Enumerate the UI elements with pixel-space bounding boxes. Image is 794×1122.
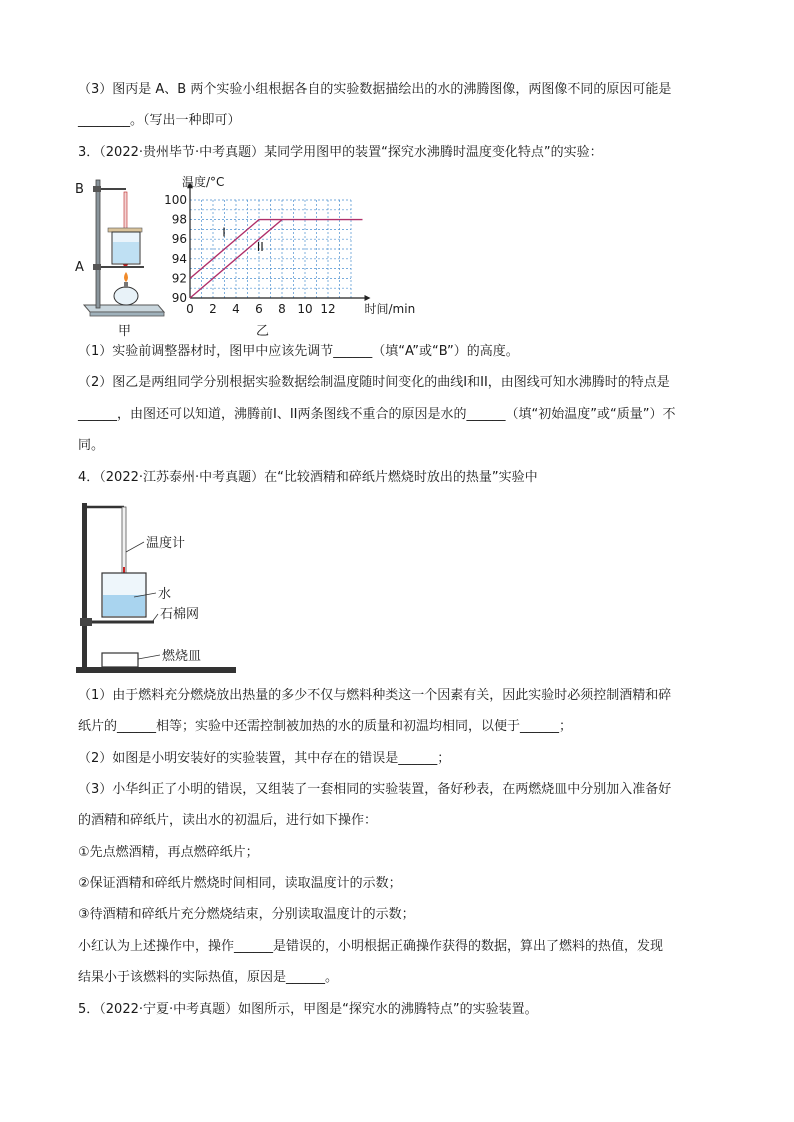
q4-part1-line2: 纸片的______相等；实验中还需控制被加热的水的质量和初温均相同，以便于______； bbox=[78, 719, 573, 734]
y-tick-label: 90 bbox=[171, 291, 187, 305]
q2-part3-line1: （3）图丙是 A、B 两个实验小组根据各自的实验数据描绘出的水的沸腾图像，两图像不同的原因可能是 bbox=[78, 82, 672, 97]
x-tick-label: 0 bbox=[186, 302, 194, 316]
y-tick-label: 100 bbox=[164, 193, 187, 207]
q4-figure bbox=[76, 497, 236, 677]
q4-step2: ②保证酒精和碎纸片燃烧时间相同，读取温度计的示数； bbox=[78, 876, 402, 891]
label-gauze: 石棉网 bbox=[160, 607, 200, 622]
label-a: A bbox=[75, 260, 84, 275]
x-tick-label: 2 bbox=[209, 302, 217, 316]
combustion-apparatus-illustration bbox=[76, 497, 236, 677]
curve-1-label: I bbox=[222, 225, 226, 240]
label-b: B bbox=[75, 182, 84, 197]
q4-part4-line1: 小红认为上述操作中，操作______是错误的，小明根据正确操作获得的数据，算出了燃料的热值，发现 bbox=[78, 939, 664, 954]
q4-part3-line1: （3）小华纠正了小明的错误，又组装了一套相同的实验装置，备好秒表，在两燃烧皿中分别加入准备好 bbox=[78, 782, 672, 797]
q4-part1-line1: （1）由于燃料充分燃烧放出热量的多少不仅与燃料种类这一个因素有关，因此实验时必须控制酒精和碎 bbox=[78, 688, 672, 703]
x-tick-label: 6 bbox=[255, 302, 263, 316]
q4-part4-line2: 结果小于该燃料的实际热值，原因是______。 bbox=[78, 970, 339, 985]
caption-jia: 甲 bbox=[118, 324, 132, 339]
q4-title: 4．（2022·江苏泰州·中考真题）在“比较酒精和碎纸片燃烧时放出的热量”实验中 bbox=[78, 470, 538, 485]
label-burner: 燃烧皿 bbox=[162, 649, 202, 664]
x-tick-label: 8 bbox=[278, 302, 286, 316]
y-tick-label: 94 bbox=[171, 251, 187, 266]
q3-figure-jia bbox=[76, 172, 168, 337]
q3-part1: （1）实验前调整器材时，图甲中应该先调节______（填“A”或“B”）的高度。 bbox=[78, 344, 519, 359]
q3-part2-line3: 同。 bbox=[78, 438, 105, 453]
q3-part2-line1: （2）图乙是两组同学分别根据实验数据绘制温度随时间变化的曲线I和II，由图线可知水沸腾时的特点是 bbox=[78, 375, 670, 390]
q5-title: 5．（2022·宁夏·中考真题）如图所示，甲图是“探究水的沸腾特点”的实验装置。 bbox=[78, 1002, 538, 1017]
label-thermometer: 温度计 bbox=[146, 536, 186, 551]
q2-part3-line2: ________。（写出一种即可） bbox=[78, 113, 241, 128]
y-tick-label: 98 bbox=[171, 212, 187, 227]
q4-part3-line2: 的酒精和碎纸片，读出水的初温后，进行如下操作： bbox=[78, 813, 378, 828]
caption-yi: 乙 bbox=[256, 324, 270, 339]
x-tick-label: 12 bbox=[320, 302, 336, 316]
y-tick-label: 92 bbox=[171, 271, 187, 286]
q4-part2: （2）如图是小明安装好的实验装置，其中存在的错误是______； bbox=[78, 751, 451, 766]
q4-step3: ③待酒精和碎纸片充分燃烧结束，分别读取温度计的示数； bbox=[78, 907, 415, 922]
chart-grid bbox=[190, 200, 351, 298]
y-tick-label: 96 bbox=[171, 232, 187, 247]
boiling-apparatus-illustration bbox=[76, 172, 168, 337]
x-tick-label: 4 bbox=[232, 302, 240, 316]
x-axis-arrow bbox=[365, 295, 371, 301]
y-axis-label: 温度/°C bbox=[182, 175, 225, 190]
x-axis-label: 时间/min bbox=[364, 302, 416, 316]
q3-title: 3．（2022·贵州毕节·中考真题）某同学用图甲的装置“探究水沸腾时温度变化特点”的实验： bbox=[78, 145, 603, 160]
q4-step1: ①先点燃酒精，再点燃碎纸片； bbox=[78, 845, 259, 860]
temperature-time-chart bbox=[164, 170, 416, 340]
q3-figure-yi bbox=[164, 170, 416, 340]
x-tick-label: 10 bbox=[297, 302, 313, 316]
q3-part2-line2: ______，由图还可以知道，沸腾前I、II两条图线不重合的原因是水的______（填“初始温度”或“质量”）不 bbox=[78, 407, 676, 422]
curve-2-label: II bbox=[256, 239, 264, 254]
label-water: 水 bbox=[158, 587, 172, 602]
